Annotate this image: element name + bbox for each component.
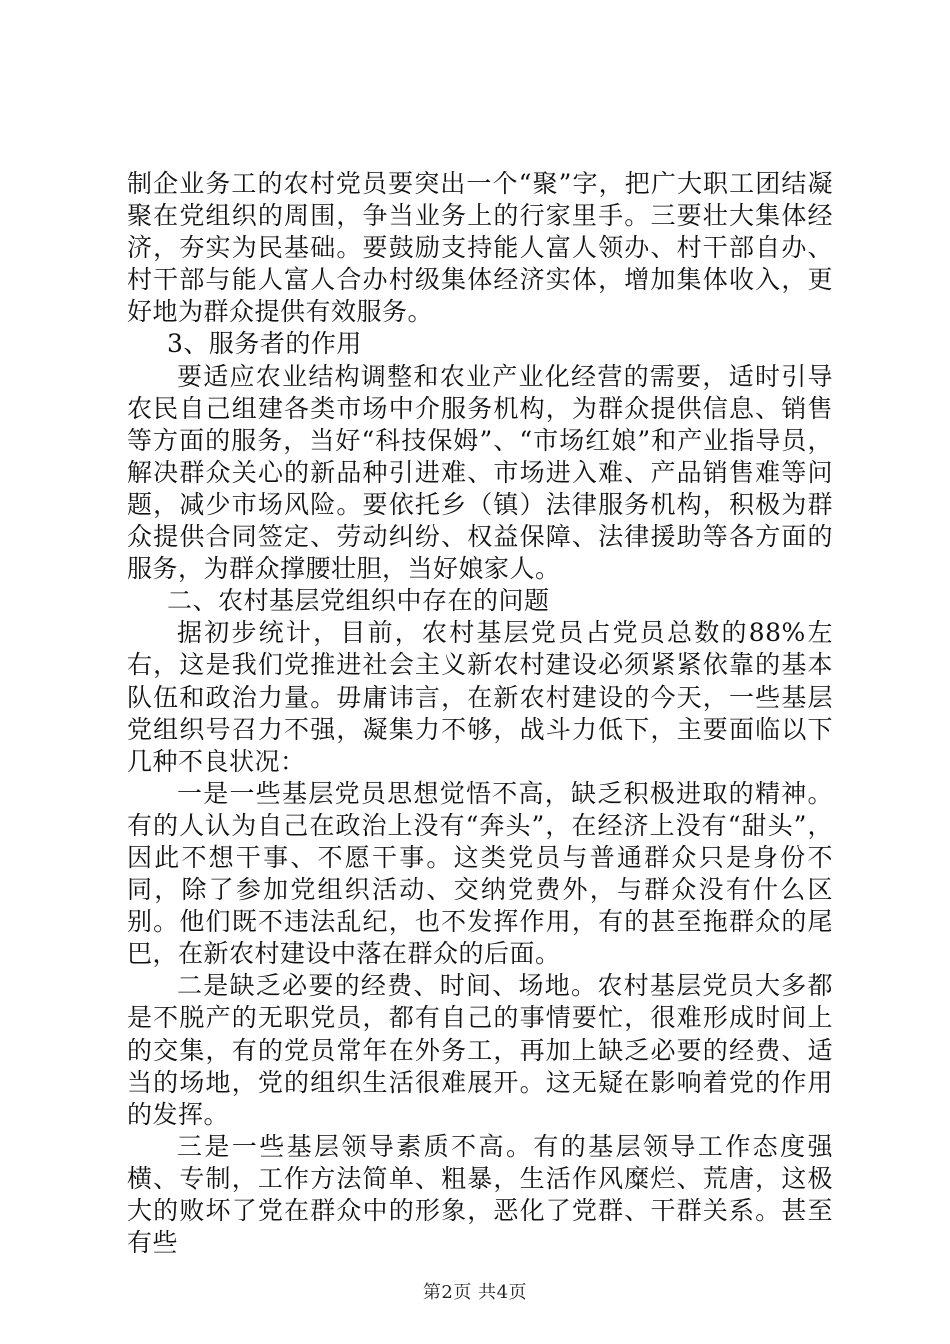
section-heading-service-role: 3、服务者的作用 [167, 329, 362, 359]
paragraph-problem-three: 三是一些基层领导素质不高。有的基层领导工作态度强横、专制，工作方法简单、粗暴，生活作风糜烂、荒唐，这极大的败坏了党在群众中的形象，恶化了党群、干群关系。甚至有些 [127, 1131, 833, 1258]
paragraph-continuation: 制企业务工的农村党员要突出一个“聚”字，把广大职工团结凝聚在党组织的周围，争当业务上的行家里手。三要壮大集体经济，夯实为民基础。要鼓励支持能人富人领办、村干部自办、村干部与能人富人合办村级集体经济实体，增加集体收入，更好地为群众提供有效服务。 [127, 169, 833, 327]
paragraph-problem-one: 一是一些基层党员思想觉悟不高，缺乏积极进取的精神。有的人认为自己在政治上没有“奔头”，在经济上没有“甜头”，因此不想干事、不愿干事。这类党员与普通群众只是身份不同，除了参加党组织活动、交纳党费外，与群众没有什么区别。他们既不违法乱纪，也不发挥作用，有的甚至拖群众的尾巴，在新农村建设中落在群众的后面。 [127, 778, 833, 969]
paragraph-problem-two: 二是缺乏必要的经费、时间、场地。农村基层党员大多都是不脱产的无职党员，都有自己的事情要忙，很难形成时间上的交集，有的党员常年在外务工，再加上缺乏必要的经费、适当的场地，党的组织生活很难展开。这无疑在影响着党的作用的发挥。 [127, 971, 833, 1129]
document-body [127, 168, 833, 1259]
paragraph-service-role: 要适应农业结构调整和农业产业化经营的需要，适时引导农民自己组建各类市场中介服务机构，为群众提供信息、销售等方面的服务，当好“科技保姆”、“市场红娘”和产业指导员，解决群众关心的新品种引进难、市场进入难、产品销售难等问题，减少市场风险。要依托乡（镇）法律服务机构，积极为群众提供合同签定、劳动纠纷、权益保障、法律援助等各方面的服务，为群众撑腰壮胆，当好娘家人。 [127, 361, 833, 584]
paragraph-statistics: 据初步统计，目前，农村基层党员占党员总数的88%左右，这是我们党推进社会主义新农村建设必须紧紧依靠的基本队伍和政治力量。毋庸讳言，在新农村建设的今天，一些基层党组织号召力不强，凝集力不够，战斗力低下，主要面临以下几种不良状况： [127, 618, 833, 776]
page-footer [0, 1278, 950, 1304]
section-heading-problems: 二、农村基层党组织中存在的问题 [167, 586, 550, 616]
page-number-label: 第2页 共4页 [422, 1282, 528, 1303]
